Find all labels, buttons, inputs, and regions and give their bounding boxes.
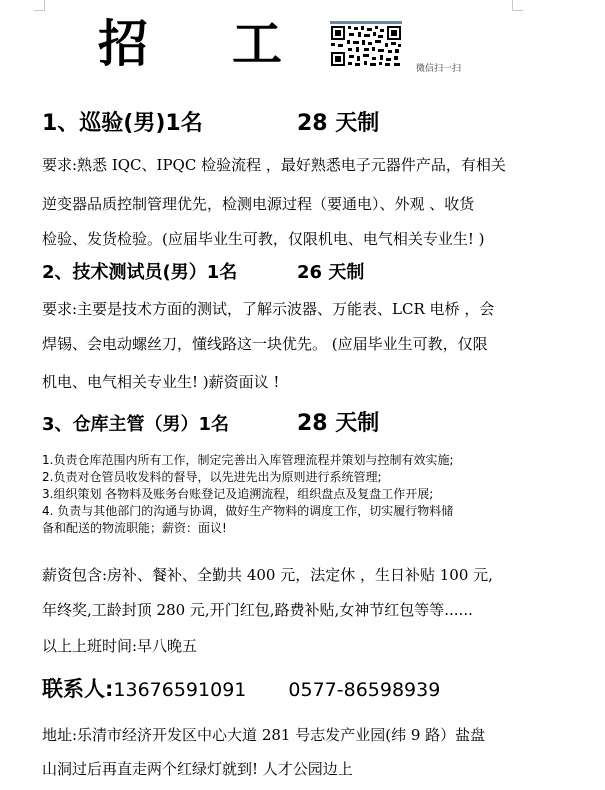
contact-phone: 0577-86598939 xyxy=(288,679,441,701)
benefits-line: 薪资包含:房补、餐补、全勤共 400 元，法定休 ，生日补贴 100 元, xyxy=(42,566,493,584)
benefits-line: 年终奖,工龄封顶 280 元,开门红包,路费补贴,女神节红包等等...... xyxy=(42,601,473,619)
section2-requirement-line: 要求:主要是技术方面的测试，了解示波器、万能表、LCR 电桥 ，会 xyxy=(42,300,495,318)
section3-duty-line: 1.负责仓库范围内所有工作，制定完善出入库管理流程并策划与控制有效实施; xyxy=(42,453,454,467)
section3-work-schedule: 28 天制 xyxy=(297,411,380,436)
section2-work-schedule: 26 天制 xyxy=(297,262,365,283)
section1-requirement-line: 检验、发货检验。(应届毕业生可教，仅限机电、电气相关专业生! ) xyxy=(42,230,485,248)
contact-line xyxy=(42,677,440,702)
section3-duty-line: 3.组织策划 各物料及账务台账登记及追溯流程，组织盘点及复盘工作开展; xyxy=(42,487,434,501)
qr-code-image xyxy=(328,20,404,68)
section3-duty-line: 备和配送的物流职能；薪资：面议! xyxy=(42,521,227,535)
qr-caption: 微信扫一扫 xyxy=(416,64,462,74)
contact-label: 联系人: xyxy=(42,677,114,701)
work-hours-line: 以上上班时间:早八晚五 xyxy=(42,637,198,655)
section1-work-schedule: 28 天制 xyxy=(297,111,380,136)
section3-duty-line: 4. 负责与其他部门的沟通与协调，做好生产物料的调度工作，切实履行物料储 xyxy=(42,504,454,518)
section2-heading: 2、技术测试员(男）1名 xyxy=(42,262,238,283)
section3-heading: 3、仓库主管（男）1名 xyxy=(42,414,230,435)
address-line: 山洞过后再直走两个红绿灯就到! 人才公园边上 xyxy=(42,760,353,778)
address-line: 地址:乐清市经济开发区中心大道 281 号志发产业园(纬 9 路）盐盘 xyxy=(42,726,486,744)
section2-requirement-line: 焊锡、会电动螺丝刀，懂线路这一块优先。 (应届毕业生可教，仅限 xyxy=(42,335,488,353)
section1-requirement-line: 逆变器品质控制管理优先，检测电源过程（要通电）、外观 、收货 xyxy=(42,195,475,213)
page-corner-mark xyxy=(34,0,45,11)
contact-mobile: 13676591091 xyxy=(113,679,247,701)
section1-heading: 1、巡验(男)1名 xyxy=(42,111,203,136)
page-corner-mark xyxy=(512,0,523,11)
title-char-2: 工 xyxy=(232,15,282,73)
title-char-1: 招 xyxy=(98,15,148,73)
section3-duty-line: 2.负责对仓管员收发料的督导，以先进先出为原则进行系统管理; xyxy=(42,470,382,484)
section1-requirement-line: 要求:熟悉 IQC、IPQC 检验流程 ，最好熟悉电子元器件产品，有相关 xyxy=(42,156,506,174)
section2-requirement-line: 机电、电气相关专业生! )薪资面议 ! xyxy=(42,373,280,391)
